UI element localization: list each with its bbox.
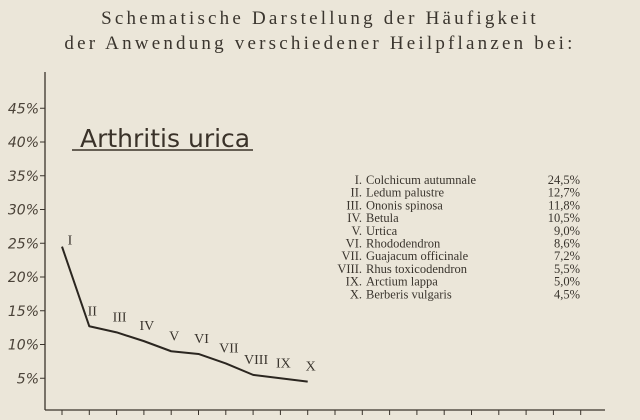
series-line (62, 247, 308, 382)
y-tick-label: 5% (16, 371, 39, 388)
legend-item-value: 10,5% (547, 211, 580, 226)
legend-item-value: 24,5% (547, 173, 580, 187)
legend-numeral: VII. (341, 249, 362, 264)
legend-numeral: IV. (347, 211, 362, 226)
y-tick-label: 40% (7, 135, 39, 151)
point-label: II (87, 304, 97, 320)
x-axis-ticks (62, 410, 581, 415)
y-axis-ticks (8, 101, 45, 387)
point-label: X (305, 359, 316, 375)
legend (337, 173, 580, 301)
chart-title-line-2: der Anwendung verschiedener Heilpflanzen bei: (64, 33, 576, 54)
legend-numeral: III. (346, 198, 362, 213)
legend-numeral: X. (349, 287, 362, 302)
point-label: VIII (244, 352, 269, 368)
y-tick-label: 15% (7, 303, 39, 320)
legend-item-name: Betula (366, 211, 399, 226)
legend-item-name: Rhus toxicodendron (366, 261, 468, 276)
point-label: VI (194, 331, 209, 347)
legend-item-value: 11,8% (548, 198, 580, 213)
legend-numeral: I. (354, 173, 362, 187)
point-label: III (112, 310, 127, 326)
legend-item-name: Colchicum autumnale (366, 173, 477, 187)
y-tick-label: 30% (7, 202, 39, 219)
legend-item-value: 9,0% (553, 223, 580, 238)
legend-numeral: VI. (345, 236, 362, 251)
y-tick-label: 25% (7, 236, 39, 253)
legend-item-value: 12,7% (547, 185, 580, 200)
point-label: I (67, 233, 73, 249)
legend-item-value: 5,5% (553, 261, 580, 276)
point-label: IV (139, 319, 155, 335)
point-label: V (169, 329, 180, 345)
chart-title-line-1: Schematische Darstellung der Häufigkeit (101, 8, 539, 29)
point-label: IX (276, 356, 291, 372)
y-tick-label: 45% (7, 101, 39, 118)
legend-numeral: VIII. (337, 261, 362, 276)
legend-item-value: 8,6% (553, 236, 580, 251)
point-label: VII (219, 341, 239, 357)
legend-item-value: 4,5% (553, 287, 580, 302)
y-tick-label: 20% (7, 270, 39, 286)
y-tick-label: 35% (7, 168, 39, 185)
legend-item-name: Rhododendron (366, 236, 441, 251)
legend-item-value: 5,0% (553, 274, 580, 289)
legend-numeral: V. (351, 223, 362, 238)
legend-item-name: Ledum palustre (366, 185, 445, 200)
legend-item-name: Urtica (366, 223, 398, 238)
legend-item-name: Ononis spinosa (366, 198, 443, 213)
legend-numeral: IX. (345, 274, 362, 289)
chart-subtitle: Arthritis urica (80, 124, 251, 153)
legend-item-name: Guajacum officinale (366, 249, 469, 264)
legend-item-name: Arctium lappa (366, 274, 438, 289)
legend-item-value: 7,2% (553, 249, 580, 264)
legend-numeral: II. (350, 185, 362, 200)
legend-item-name: Berberis vulgaris (366, 287, 452, 302)
y-tick-label: 10% (7, 337, 39, 354)
